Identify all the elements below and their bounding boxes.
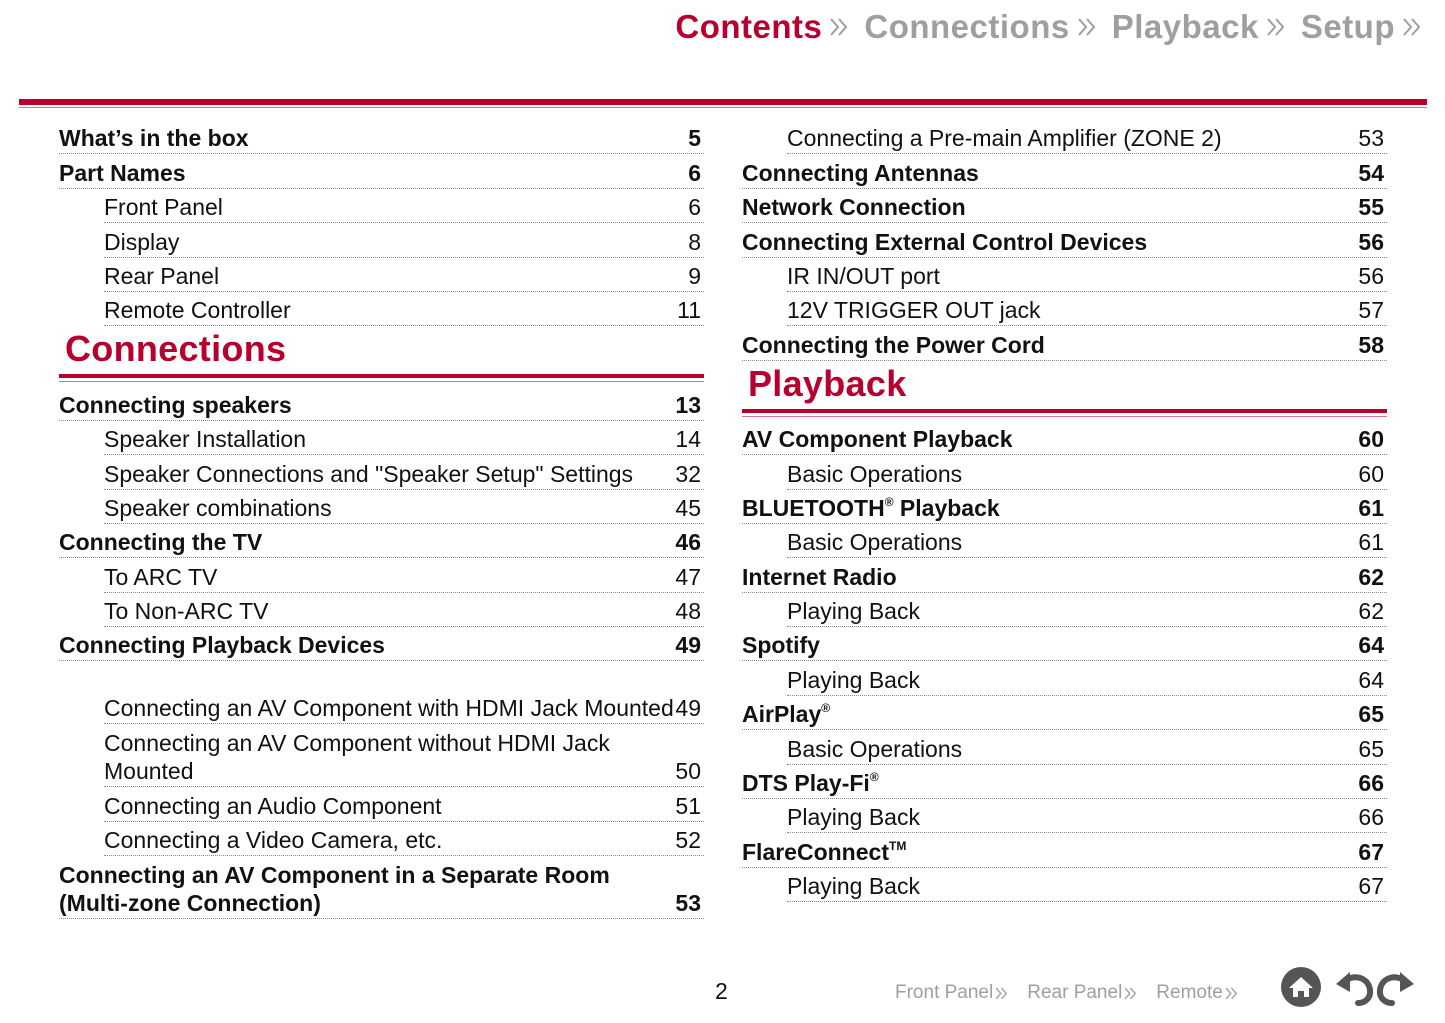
toc-entry-title (104, 494, 332, 522)
toc-entry[interactable] (742, 558, 1387, 592)
double-chevron-icon (1123, 986, 1138, 1001)
toc-entry-title (59, 631, 385, 659)
toc-entry-title (104, 425, 306, 453)
toc-subentry[interactable] (104, 661, 704, 724)
nav-contents[interactable] (675, 8, 850, 46)
double-chevron-icon (1265, 16, 1287, 38)
header-rule (19, 99, 1427, 105)
section-rule-thin (59, 381, 704, 382)
toc-entry-title (787, 124, 1222, 152)
toc-entry-title-text: Basic Operations (787, 460, 963, 487)
toc-page-number: 65 (1358, 735, 1384, 762)
toc-entry-title (787, 460, 962, 488)
toc-entry[interactable] (59, 856, 704, 919)
back-icon[interactable] (1334, 968, 1374, 1006)
toc-entry-title (104, 729, 675, 785)
toc-entry[interactable] (742, 326, 1387, 360)
toc-entry-title (742, 769, 879, 797)
toc-entry-title-text: AirPlay (742, 701, 822, 728)
toc-page-number: 60 (1358, 426, 1384, 453)
toc-entry-title-text: Connecting External Control Devices (742, 228, 1148, 255)
toc-entry-title-text: Playing Back (787, 666, 920, 693)
toc-page-number: 65 (1358, 701, 1384, 728)
toc-page-number: 52 (675, 827, 701, 854)
toc-entry-title (742, 838, 906, 866)
toc-entry-title (59, 861, 675, 917)
toc-entry-title-text: Playing Back (787, 873, 920, 900)
toc-entry-title (104, 228, 179, 256)
toc-page-number: 11 (677, 297, 701, 324)
toc-page-number: 67 (1358, 838, 1384, 865)
toc-page-number: 55 (1358, 194, 1384, 221)
toc-subentry[interactable] (104, 822, 704, 856)
toc-entry-title-text: Speaker Connections and "Speaker Setup" Settings (104, 460, 634, 487)
home-icon[interactable] (1280, 966, 1322, 1008)
toc-entry-title (742, 563, 897, 591)
toc-entry-title-text: Speaker Installation (104, 426, 307, 453)
footer-link-label: Front Panel (895, 982, 994, 1003)
toc-page-number: 49 (675, 695, 701, 722)
nav-connections-label: Connections (864, 8, 1070, 45)
toc-entry[interactable] (742, 696, 1387, 730)
toc-entry-title-text: Connecting speakers (59, 391, 292, 418)
trademark-mark: ® (869, 770, 879, 785)
toc-subentry[interactable] (787, 524, 1387, 558)
toc-entry-title (742, 494, 1000, 522)
toc-entry[interactable] (59, 386, 704, 420)
toc-page-number: 58 (1358, 331, 1384, 358)
nav-playback[interactable] (1112, 8, 1287, 46)
toc-entry[interactable] (742, 189, 1387, 223)
toc-page-number: 62 (1358, 563, 1384, 590)
nav-connections[interactable] (864, 8, 1097, 46)
section-title: Playback (748, 362, 907, 404)
toc-entry[interactable] (742, 833, 1387, 867)
double-chevron-icon (1076, 16, 1098, 38)
toc-subentry[interactable] (104, 189, 704, 223)
toc-entry-title-text: To Non-ARC TV (104, 598, 269, 625)
toc-subentry[interactable] (787, 258, 1387, 292)
toc-entry-title (104, 597, 268, 625)
toc-entry[interactable] (742, 490, 1387, 524)
toc-page-number: 62 (1358, 598, 1384, 625)
nav-playback-label: Playback (1111, 8, 1259, 45)
toc-entry[interactable] (59, 627, 704, 661)
toc-page-number: 48 (675, 598, 701, 625)
double-chevron-icon (994, 986, 1009, 1001)
toc-entry-title-text: Connecting an AV Component in a Separate Room (Multi-zone Connection) (59, 862, 610, 917)
toc-entry-title (742, 425, 1013, 453)
toc-subentry[interactable] (787, 120, 1387, 154)
toc-entry-title-text: 12V TRIGGER OUT jack (787, 297, 1041, 324)
toc-page-number: 57 (1358, 297, 1384, 324)
toc-subentry[interactable] (104, 455, 704, 489)
footer-icons (1280, 966, 1416, 1008)
toc-entry-title-text: Basic Operations (787, 735, 963, 762)
toc-subentry[interactable] (104, 258, 704, 292)
double-chevron-icon (1401, 16, 1423, 38)
toc-entry-title-text: DTS Play-Fi (742, 770, 870, 797)
toc-page-number: 56 (1358, 262, 1384, 289)
toc-subentry[interactable] (787, 292, 1387, 326)
double-chevron-icon (828, 16, 850, 38)
toc-entry-title-text: Connecting an Audio Component (104, 792, 442, 819)
toc-entry-title-text: Front Panel (104, 194, 223, 221)
toc-entry-title (787, 872, 920, 900)
section-title: Connections (65, 328, 287, 370)
toc-entry-title (104, 694, 674, 722)
footer-link-front-panel[interactable] (895, 982, 1009, 1004)
toc-entry[interactable] (742, 627, 1387, 661)
toc-entry-title-text: Playing Back (787, 598, 920, 625)
toc-entry-title (104, 193, 223, 221)
toc-page-number: 66 (1358, 804, 1384, 831)
toc-page-number: 49 (675, 632, 701, 659)
toc-page-number: 61 (1358, 529, 1384, 556)
toc-entry-title-text: Connecting a Pre-main Amplifier (ZONE 2) (787, 125, 1222, 152)
toc-entry-title-text: Connecting the TV (59, 529, 263, 556)
toc-entry-title-text: Playing Back (787, 804, 920, 831)
toc-left-column (59, 120, 704, 919)
page-number: 2 (715, 978, 728, 1004)
toc-page-number: 64 (1358, 632, 1384, 659)
footer-link-rear-panel[interactable] (1027, 982, 1138, 1004)
toc-page-number: 66 (1358, 770, 1384, 797)
toc-entry-title (742, 193, 966, 221)
toc-entry-title-text: Speaker combinations (104, 494, 332, 521)
toc-entry-title (104, 563, 217, 591)
toc-entry-title-text: Remote Controller (104, 297, 291, 324)
toc-subentry[interactable] (104, 490, 704, 524)
trademark-mark: TM (888, 838, 907, 853)
toc-subentry[interactable] (104, 787, 704, 821)
toc-entry-title (59, 391, 292, 419)
toc-page-number: 64 (1358, 666, 1384, 693)
footer-link-label: Rear Panel (1027, 982, 1123, 1003)
toc-entry[interactable] (59, 120, 704, 154)
toc-page-number: 5 (688, 125, 701, 152)
toc-entry-title-text: To ARC TV (104, 563, 218, 590)
section-playback (742, 361, 1387, 421)
toc-page-number: 54 (1358, 159, 1384, 186)
toc-page-number: 67 (1358, 873, 1384, 900)
toc-entry-title (742, 631, 820, 659)
toc-entry-title (787, 597, 920, 625)
nav-contents-label: Contents (675, 8, 823, 45)
toc-subentry[interactable] (104, 724, 704, 787)
section-rule (742, 409, 1387, 413)
toc-entry-title (104, 296, 291, 324)
toc-page-number: 51 (675, 792, 701, 819)
toc-entry-title (787, 666, 920, 694)
nav-setup[interactable] (1301, 8, 1423, 46)
section-rule-thin (742, 416, 1387, 417)
toc-entry-title (742, 159, 979, 187)
toc-page-number: 53 (675, 890, 701, 917)
toc-entry-title-text: What’s in the box (59, 125, 249, 152)
toc-entry-title (742, 228, 1147, 256)
footer-link-label: Remote (1156, 982, 1223, 1003)
toc-right-column (742, 120, 1387, 902)
trademark-mark: ® (884, 494, 894, 509)
toc-entry-title-text: Connecting an AV Component without HDMI Jack Mounted (104, 730, 610, 785)
toc-page-number: 61 (1358, 494, 1384, 521)
section-rule (59, 374, 704, 378)
footer-link-remote[interactable] (1156, 982, 1239, 1004)
toc-entry-title (59, 159, 186, 187)
toc-page-number: 46 (675, 529, 701, 556)
toc-subentry[interactable] (787, 455, 1387, 489)
toc-subentry[interactable] (104, 421, 704, 455)
forward-icon[interactable] (1376, 968, 1416, 1006)
toc-entry-title-text: FlareConnect (742, 838, 889, 865)
toc-page-number: 6 (688, 159, 701, 186)
toc-entry-title (787, 735, 962, 763)
toc-entry[interactable] (742, 765, 1387, 799)
toc-subentry[interactable] (104, 292, 704, 326)
toc-page-number: 45 (675, 494, 701, 521)
toc-entry-title-text: Spotify (742, 632, 820, 659)
toc-entry-title-text: IR IN/OUT port (787, 262, 940, 289)
toc-entry-title (787, 528, 962, 556)
toc-entry[interactable] (59, 524, 704, 558)
toc-entry-title-text: Connecting a Video Camera, etc. (104, 827, 443, 854)
toc-entry-title-text: Network Connection (742, 194, 966, 221)
toc-entry[interactable] (742, 223, 1387, 257)
toc-page-number: 9 (688, 262, 701, 289)
toc-subentry[interactable] (104, 593, 704, 627)
toc-subentry[interactable] (787, 661, 1387, 695)
toc-entry[interactable] (59, 154, 704, 188)
toc-entry-title (787, 296, 1041, 324)
toc-entry-title-text: Connecting Playback Devices (59, 632, 385, 659)
toc-page-number: 50 (675, 758, 701, 785)
double-chevron-icon (1224, 986, 1239, 1001)
toc-subentry[interactable] (787, 799, 1387, 833)
toc-page-number: 53 (1358, 125, 1384, 152)
toc-entry-title-text: Rear Panel (104, 262, 220, 289)
toc-entry-title (104, 792, 442, 820)
toc-page-number: 8 (688, 228, 701, 255)
toc-entry-title (59, 124, 249, 152)
toc-entry-title (787, 262, 940, 290)
toc-subentry[interactable] (104, 558, 704, 592)
toc-entry-title-text: Connecting Antennas (742, 159, 979, 186)
header-rule-thin (19, 107, 1427, 108)
toc-page-number: 14 (675, 426, 701, 453)
toc-page-number: 56 (1358, 228, 1384, 255)
toc-entry-title-text: BLUETOOTH (742, 494, 885, 521)
toc-entry-title (104, 826, 442, 854)
toc-page-number: 6 (688, 194, 701, 221)
toc-entry-title (787, 803, 920, 831)
toc-subentry[interactable] (104, 223, 704, 257)
toc-entry-title-text: AV Component Playback (742, 426, 1013, 453)
toc-entry-title (104, 460, 633, 488)
toc-entry-title-text: Display (104, 228, 180, 255)
nav-setup-label: Setup (1300, 8, 1395, 45)
toc-entry-title-text: Internet Radio (742, 563, 897, 590)
toc-entry[interactable] (742, 154, 1387, 188)
top-navigation (661, 8, 1423, 46)
toc-entry-title-text: Basic Operations (787, 529, 963, 556)
toc-subentry[interactable] (787, 868, 1387, 902)
toc-page-number: 32 (675, 460, 701, 487)
toc-entry-title (742, 700, 830, 728)
toc-entry-title-text: Connecting the Power Cord (742, 331, 1045, 358)
toc-page-number: 60 (1358, 460, 1384, 487)
footer-navigation (895, 982, 1257, 1004)
toc-entry-title-text: Connecting an AV Component with HDMI Jack Mounted (104, 695, 674, 722)
toc-entry-title (104, 262, 219, 290)
toc-entry-title (59, 528, 262, 556)
section-connections (59, 326, 704, 386)
toc-entry-title (742, 331, 1045, 359)
toc-entry[interactable] (742, 421, 1387, 455)
toc-page-number: 13 (675, 391, 701, 418)
toc-page-number: 47 (675, 563, 701, 590)
toc-entry-title-suffix: Playback (893, 494, 1000, 521)
toc-subentry[interactable] (787, 730, 1387, 764)
trademark-mark: ® (821, 701, 831, 716)
toc-entry-title-text: Part Names (59, 159, 186, 186)
toc-subentry[interactable] (787, 593, 1387, 627)
